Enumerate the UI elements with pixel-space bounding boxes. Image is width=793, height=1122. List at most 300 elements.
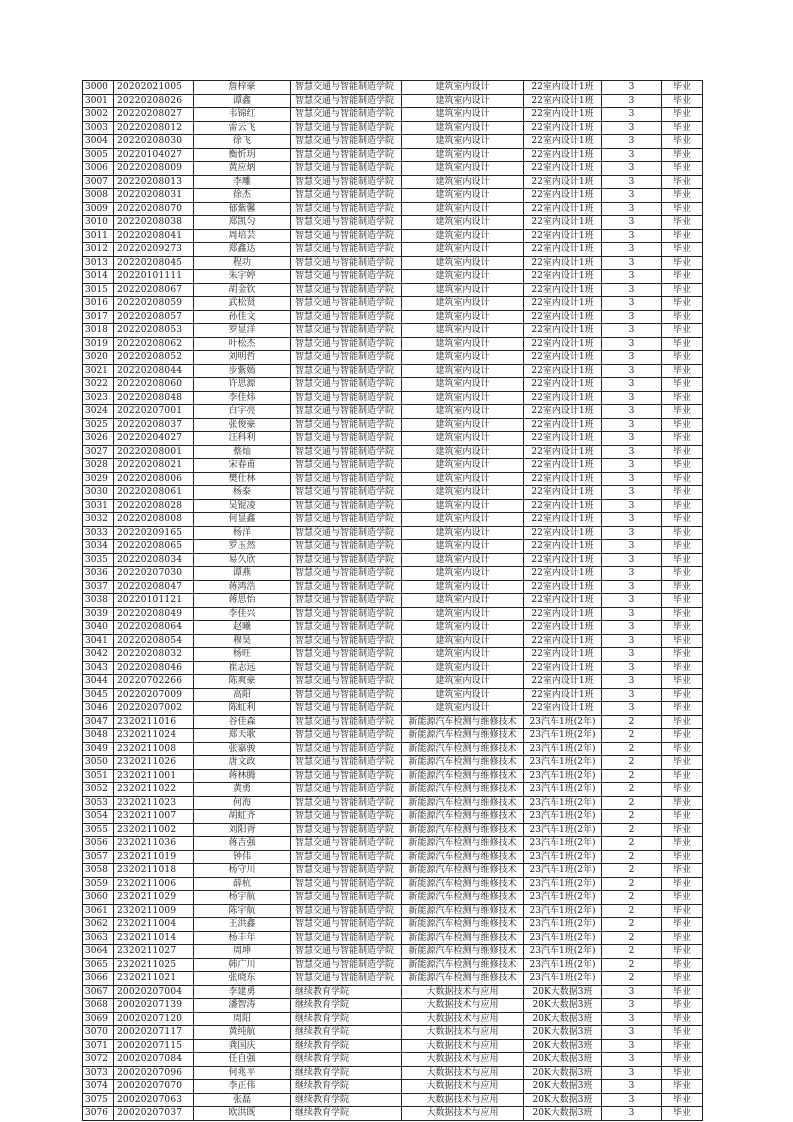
college-cell: 智慧交通与智能制造学院 — [291, 94, 402, 108]
status-cell: 毕业 — [662, 364, 703, 378]
major-cell: 建筑室内设计 — [402, 81, 524, 95]
student-name-cell: 穆昊 — [194, 634, 291, 648]
student-name-cell: 朱宇婷 — [194, 270, 291, 284]
study-years-cell: 2 — [602, 783, 662, 797]
major-cell: 大数据技术与应用 — [402, 1026, 524, 1040]
row-number-cell: 3005 — [83, 148, 114, 162]
status-cell: 毕业 — [662, 702, 703, 716]
student-id-cell: 20220208001 — [114, 445, 194, 459]
status-cell: 毕业 — [662, 283, 703, 297]
row-number-cell: 3016 — [83, 297, 114, 311]
study-years-cell: 2 — [602, 715, 662, 729]
table-row — [83, 1053, 703, 1067]
college-cell: 智慧交通与智能制造学院 — [291, 432, 402, 446]
college-cell: 智慧交通与智能制造学院 — [291, 499, 402, 513]
student-id-cell: 2320211007 — [114, 810, 194, 824]
college-cell: 智慧交通与智能制造学院 — [291, 486, 402, 500]
student-id-cell: 20220208070 — [114, 202, 194, 216]
major-cell: 大数据技术与应用 — [402, 1012, 524, 1026]
status-cell: 毕业 — [662, 108, 703, 122]
study-years-cell: 2 — [602, 904, 662, 918]
status-cell: 毕业 — [662, 540, 703, 554]
row-number-cell: 3057 — [83, 850, 114, 864]
row-number-cell: 3011 — [83, 229, 114, 243]
student-id-cell: 20220207009 — [114, 688, 194, 702]
student-id-cell: 20220208048 — [114, 391, 194, 405]
table-row — [83, 121, 703, 135]
student-id-cell: 20220208013 — [114, 175, 194, 189]
college-cell: 智慧交通与智能制造学院 — [291, 621, 402, 635]
student-name-cell: 李雕 — [194, 175, 291, 189]
student-name-cell: 何显鑫 — [194, 513, 291, 527]
class-cell: 23汽车1班(2年) — [524, 904, 602, 918]
table-row — [83, 1080, 703, 1094]
major-cell: 建筑室内设计 — [402, 310, 524, 324]
class-cell: 20K大数据3班 — [524, 1026, 602, 1040]
table-row — [83, 459, 703, 473]
row-number-cell: 3054 — [83, 810, 114, 824]
status-cell: 毕业 — [662, 1012, 703, 1026]
college-cell: 智慧交通与智能制造学院 — [291, 931, 402, 945]
row-number-cell: 3026 — [83, 432, 114, 446]
row-number-cell: 3003 — [83, 121, 114, 135]
table-row — [83, 513, 703, 527]
study-years-cell: 2 — [602, 945, 662, 959]
major-cell: 建筑室内设计 — [402, 702, 524, 716]
row-number-cell: 3033 — [83, 526, 114, 540]
row-number-cell: 3002 — [83, 108, 114, 122]
table-row — [83, 661, 703, 675]
row-number-cell: 3067 — [83, 985, 114, 999]
table-row — [83, 405, 703, 419]
student-name-cell: 任自强 — [194, 1053, 291, 1067]
study-years-cell: 2 — [602, 877, 662, 891]
study-years-cell: 3 — [602, 175, 662, 189]
college-cell: 智慧交通与智能制造学院 — [291, 580, 402, 594]
student-name-cell: 周阳 — [194, 1012, 291, 1026]
student-name-cell: 刘明哲 — [194, 351, 291, 365]
major-cell: 建筑室内设计 — [402, 580, 524, 594]
student-name-cell: 张晓东 — [194, 972, 291, 986]
class-cell: 22室内设计1班 — [524, 634, 602, 648]
class-cell: 22室内设计1班 — [524, 121, 602, 135]
class-cell: 23汽车1班(2年) — [524, 972, 602, 986]
class-cell: 23汽车1班(2年) — [524, 877, 602, 891]
status-cell: 毕业 — [662, 756, 703, 770]
student-name-cell: 谷佳森 — [194, 715, 291, 729]
class-cell: 22室内设计1班 — [524, 337, 602, 351]
row-number-cell: 3001 — [83, 94, 114, 108]
college-cell: 智慧交通与智能制造学院 — [291, 688, 402, 702]
table-row — [83, 472, 703, 486]
class-cell: 22室内设计1班 — [524, 351, 602, 365]
status-cell: 毕业 — [662, 621, 703, 635]
table-row — [83, 324, 703, 338]
study-years-cell: 3 — [602, 229, 662, 243]
table-row — [83, 823, 703, 837]
class-cell: 22室内设计1班 — [524, 499, 602, 513]
major-cell: 建筑室内设计 — [402, 445, 524, 459]
student-name-cell: 蒋林腾 — [194, 769, 291, 783]
student-name-cell: 陈爽豪 — [194, 675, 291, 689]
table-row — [83, 594, 703, 608]
class-cell: 22室内设计1班 — [524, 216, 602, 230]
status-cell: 毕业 — [662, 472, 703, 486]
row-number-cell: 3025 — [83, 418, 114, 432]
status-cell: 毕业 — [662, 742, 703, 756]
college-cell: 智慧交通与智能制造学院 — [291, 378, 402, 392]
student-id-cell: 20220208006 — [114, 472, 194, 486]
class-cell: 23汽车1班(2年) — [524, 958, 602, 972]
college-cell: 智慧交通与智能制造学院 — [291, 297, 402, 311]
row-number-cell: 3059 — [83, 877, 114, 891]
study-years-cell: 3 — [602, 594, 662, 608]
row-number-cell: 3032 — [83, 513, 114, 527]
status-cell: 毕业 — [662, 972, 703, 986]
college-cell: 智慧交通与智能制造学院 — [291, 216, 402, 230]
major-cell: 新能源汽车检测与维修技术 — [402, 904, 524, 918]
student-id-cell: 20220208041 — [114, 229, 194, 243]
college-cell: 智慧交通与智能制造学院 — [291, 675, 402, 689]
class-cell: 22室内设计1班 — [524, 364, 602, 378]
table-row — [83, 216, 703, 230]
row-number-cell: 3015 — [83, 283, 114, 297]
student-id-cell: 20220208049 — [114, 607, 194, 621]
college-cell: 智慧交通与智能制造学院 — [291, 202, 402, 216]
study-years-cell: 2 — [602, 756, 662, 770]
major-cell: 新能源汽车检测与维修技术 — [402, 769, 524, 783]
college-cell: 智慧交通与智能制造学院 — [291, 769, 402, 783]
graduate-roster-table — [82, 80, 703, 1121]
study-years-cell: 3 — [602, 297, 662, 311]
study-years-cell: 2 — [602, 769, 662, 783]
table-row — [83, 351, 703, 365]
major-cell: 新能源汽车检测与维修技术 — [402, 972, 524, 986]
class-cell: 22室内设计1班 — [524, 94, 602, 108]
student-name-cell: 白宇亮 — [194, 405, 291, 419]
status-cell: 毕业 — [662, 486, 703, 500]
class-cell: 23汽车1班(2年) — [524, 945, 602, 959]
row-number-cell: 3030 — [83, 486, 114, 500]
student-name-cell: 张俊豪 — [194, 418, 291, 432]
table-row — [83, 148, 703, 162]
row-number-cell: 3066 — [83, 972, 114, 986]
class-cell: 22室内设计1班 — [524, 553, 602, 567]
row-number-cell: 3060 — [83, 891, 114, 905]
table-row — [83, 715, 703, 729]
class-cell: 22室内设计1班 — [524, 283, 602, 297]
major-cell: 新能源汽车检测与维修技术 — [402, 891, 524, 905]
study-years-cell: 3 — [602, 445, 662, 459]
row-number-cell: 3039 — [83, 607, 114, 621]
table-row — [83, 891, 703, 905]
status-cell: 毕业 — [662, 81, 703, 95]
class-cell: 22室内设计1班 — [524, 256, 602, 270]
college-cell: 智慧交通与智能制造学院 — [291, 661, 402, 675]
major-cell: 建筑室内设计 — [402, 594, 524, 608]
major-cell: 建筑室内设计 — [402, 337, 524, 351]
class-cell: 20K大数据3班 — [524, 1053, 602, 1067]
study-years-cell: 3 — [602, 1053, 662, 1067]
study-years-cell: 3 — [602, 391, 662, 405]
major-cell: 新能源汽车检测与维修技术 — [402, 837, 524, 851]
status-cell: 毕业 — [662, 162, 703, 176]
student-name-cell: 杨洋 — [194, 526, 291, 540]
college-cell: 智慧交通与智能制造学院 — [291, 918, 402, 932]
row-number-cell: 3006 — [83, 162, 114, 176]
college-cell: 智慧交通与智能制造学院 — [291, 607, 402, 621]
major-cell: 新能源汽车检测与维修技术 — [402, 823, 524, 837]
class-cell: 22室内设计1班 — [524, 540, 602, 554]
status-cell: 毕业 — [662, 958, 703, 972]
status-cell: 毕业 — [662, 891, 703, 905]
status-cell: 毕业 — [662, 256, 703, 270]
student-id-cell: 20220208064 — [114, 621, 194, 635]
student-id-cell: 20020207084 — [114, 1053, 194, 1067]
major-cell: 建筑室内设计 — [402, 472, 524, 486]
college-cell: 智慧交通与智能制造学院 — [291, 310, 402, 324]
study-years-cell: 3 — [602, 243, 662, 257]
student-name-cell: 黄应炳 — [194, 162, 291, 176]
status-cell: 毕业 — [662, 810, 703, 824]
study-years-cell: 3 — [602, 661, 662, 675]
student-id-cell: 20220208059 — [114, 297, 194, 311]
student-id-cell: 2320211029 — [114, 891, 194, 905]
study-years-cell: 3 — [602, 540, 662, 554]
student-id-cell: 20020207115 — [114, 1039, 194, 1053]
study-years-cell: 3 — [602, 472, 662, 486]
study-years-cell: 3 — [602, 108, 662, 122]
class-cell: 22室内设计1班 — [524, 202, 602, 216]
class-cell: 22室内设计1班 — [524, 297, 602, 311]
study-years-cell: 3 — [602, 513, 662, 527]
student-id-cell: 20220208065 — [114, 540, 194, 554]
class-cell: 22室内设计1班 — [524, 648, 602, 662]
student-id-cell: 2320211019 — [114, 850, 194, 864]
student-id-cell: 20220208027 — [114, 108, 194, 122]
table-row — [83, 418, 703, 432]
table-row — [83, 391, 703, 405]
student-id-cell: 2320211027 — [114, 945, 194, 959]
student-name-cell: 蒋思怡 — [194, 594, 291, 608]
major-cell: 大数据技术与应用 — [402, 1066, 524, 1080]
major-cell: 新能源汽车检测与维修技术 — [402, 796, 524, 810]
table-row — [83, 850, 703, 864]
college-cell: 智慧交通与智能制造学院 — [291, 945, 402, 959]
study-years-cell: 2 — [602, 850, 662, 864]
student-name-cell: 程功 — [194, 256, 291, 270]
status-cell: 毕业 — [662, 675, 703, 689]
college-cell: 智慧交通与智能制造学院 — [291, 175, 402, 189]
row-number-cell: 3037 — [83, 580, 114, 594]
status-cell: 毕业 — [662, 229, 703, 243]
class-cell: 23汽车1班(2年) — [524, 864, 602, 878]
college-cell: 智慧交通与智能制造学院 — [291, 972, 402, 986]
major-cell: 建筑室内设计 — [402, 513, 524, 527]
study-years-cell: 3 — [602, 621, 662, 635]
college-cell: 智慧交通与智能制造学院 — [291, 405, 402, 419]
student-id-cell: 20220702266 — [114, 675, 194, 689]
college-cell: 继续教育学院 — [291, 1066, 402, 1080]
table-row — [83, 688, 703, 702]
status-cell: 毕业 — [662, 189, 703, 203]
class-cell: 22室内设计1班 — [524, 270, 602, 284]
major-cell: 建筑室内设计 — [402, 243, 524, 257]
study-years-cell: 3 — [602, 459, 662, 473]
student-name-cell: 谭鑫 — [194, 94, 291, 108]
student-id-cell: 20220208060 — [114, 378, 194, 392]
row-number-cell: 3070 — [83, 1026, 114, 1040]
study-years-cell: 3 — [602, 702, 662, 716]
student-name-cell: 韦锦红 — [194, 108, 291, 122]
study-years-cell: 3 — [602, 1026, 662, 1040]
major-cell: 建筑室内设计 — [402, 540, 524, 554]
table-row — [83, 175, 703, 189]
status-cell: 毕业 — [662, 1080, 703, 1094]
study-years-cell: 3 — [602, 607, 662, 621]
row-number-cell: 3010 — [83, 216, 114, 230]
class-cell: 20K大数据3班 — [524, 1107, 602, 1121]
status-cell: 毕业 — [662, 864, 703, 878]
college-cell: 智慧交通与智能制造学院 — [291, 864, 402, 878]
status-cell: 毕业 — [662, 270, 703, 284]
major-cell: 建筑室内设计 — [402, 229, 524, 243]
table-row — [83, 756, 703, 770]
class-cell: 22室内设计1班 — [524, 378, 602, 392]
student-id-cell: 2320211006 — [114, 877, 194, 891]
major-cell: 建筑室内设计 — [402, 526, 524, 540]
college-cell: 继续教育学院 — [291, 985, 402, 999]
study-years-cell: 3 — [602, 216, 662, 230]
college-cell: 智慧交通与智能制造学院 — [291, 351, 402, 365]
study-years-cell: 3 — [602, 405, 662, 419]
status-cell: 毕业 — [662, 297, 703, 311]
class-cell: 23汽车1班(2年) — [524, 891, 602, 905]
student-name-cell: 黄勇 — [194, 783, 291, 797]
status-cell: 毕业 — [662, 337, 703, 351]
class-cell: 22室内设计1班 — [524, 229, 602, 243]
study-years-cell: 3 — [602, 189, 662, 203]
row-number-cell: 3056 — [83, 837, 114, 851]
college-cell: 继续教育学院 — [291, 1080, 402, 1094]
row-number-cell: 3052 — [83, 783, 114, 797]
row-number-cell: 3062 — [83, 918, 114, 932]
class-cell: 22室内设计1班 — [524, 391, 602, 405]
student-name-cell: 许思源 — [194, 378, 291, 392]
college-cell: 智慧交通与智能制造学院 — [291, 162, 402, 176]
college-cell: 继续教育学院 — [291, 999, 402, 1013]
table-row — [83, 364, 703, 378]
table-row — [83, 999, 703, 1013]
status-cell: 毕业 — [662, 445, 703, 459]
major-cell: 新能源汽车检测与维修技术 — [402, 742, 524, 756]
row-number-cell: 3046 — [83, 702, 114, 716]
major-cell: 建筑室内设计 — [402, 135, 524, 149]
row-number-cell: 3017 — [83, 310, 114, 324]
major-cell: 建筑室内设计 — [402, 405, 524, 419]
study-years-cell: 3 — [602, 499, 662, 513]
student-id-cell: 2320211009 — [114, 904, 194, 918]
college-cell: 智慧交通与智能制造学院 — [291, 270, 402, 284]
student-id-cell: 2320211023 — [114, 796, 194, 810]
row-number-cell: 3018 — [83, 324, 114, 338]
college-cell: 智慧交通与智能制造学院 — [291, 648, 402, 662]
student-id-cell: 20020207120 — [114, 1012, 194, 1026]
student-id-cell: 20220208032 — [114, 648, 194, 662]
student-name-cell: 胡虹齐 — [194, 810, 291, 824]
table-row — [83, 108, 703, 122]
major-cell: 建筑室内设计 — [402, 634, 524, 648]
college-cell: 智慧交通与智能制造学院 — [291, 229, 402, 243]
row-number-cell: 3007 — [83, 175, 114, 189]
major-cell: 大数据技术与应用 — [402, 1093, 524, 1107]
college-cell: 智慧交通与智能制造学院 — [291, 364, 402, 378]
status-cell: 毕业 — [662, 1107, 703, 1121]
study-years-cell: 2 — [602, 891, 662, 905]
row-number-cell: 3013 — [83, 256, 114, 270]
study-years-cell: 3 — [602, 121, 662, 135]
status-cell: 毕业 — [662, 324, 703, 338]
status-cell: 毕业 — [662, 796, 703, 810]
major-cell: 建筑室内设计 — [402, 391, 524, 405]
college-cell: 智慧交通与智能制造学院 — [291, 756, 402, 770]
graduate-roster-sheet — [82, 80, 702, 1121]
status-cell: 毕业 — [662, 391, 703, 405]
study-years-cell: 3 — [602, 135, 662, 149]
student-id-cell: 20020207139 — [114, 999, 194, 1013]
major-cell: 建筑室内设计 — [402, 283, 524, 297]
college-cell: 智慧交通与智能制造学院 — [291, 850, 402, 864]
row-number-cell: 3019 — [83, 337, 114, 351]
student-name-cell: 黄纯航 — [194, 1026, 291, 1040]
student-id-cell: 20220208044 — [114, 364, 194, 378]
major-cell: 新能源汽车检测与维修技术 — [402, 918, 524, 932]
student-name-cell: 赵曦 — [194, 621, 291, 635]
status-cell: 毕业 — [662, 175, 703, 189]
major-cell: 建筑室内设计 — [402, 202, 524, 216]
class-cell: 22室内设计1班 — [524, 135, 602, 149]
table-row — [83, 918, 703, 932]
student-name-cell: 蒋吉强 — [194, 837, 291, 851]
row-number-cell: 3012 — [83, 243, 114, 257]
class-cell: 23汽车1班(2年) — [524, 796, 602, 810]
row-number-cell: 3064 — [83, 945, 114, 959]
college-cell: 智慧交通与智能制造学院 — [291, 567, 402, 581]
row-number-cell: 3004 — [83, 135, 114, 149]
student-id-cell: 2320211036 — [114, 837, 194, 851]
study-years-cell: 3 — [602, 256, 662, 270]
student-name-cell: 郑鑫达 — [194, 243, 291, 257]
student-name-cell: 李佳炜 — [194, 391, 291, 405]
class-cell: 22室内设计1班 — [524, 472, 602, 486]
class-cell: 22室内设计1班 — [524, 175, 602, 189]
student-id-cell: 20220208037 — [114, 418, 194, 432]
student-name-cell: 王洪鑫 — [194, 918, 291, 932]
table-row — [83, 189, 703, 203]
row-number-cell: 3069 — [83, 1012, 114, 1026]
college-cell: 智慧交通与智能制造学院 — [291, 958, 402, 972]
row-number-cell: 3043 — [83, 661, 114, 675]
class-cell: 22室内设计1班 — [524, 445, 602, 459]
study-years-cell: 2 — [602, 972, 662, 986]
status-cell: 毕业 — [662, 715, 703, 729]
student-id-cell: 20220207002 — [114, 702, 194, 716]
study-years-cell: 3 — [602, 270, 662, 284]
major-cell: 大数据技术与应用 — [402, 999, 524, 1013]
row-number-cell: 3022 — [83, 378, 114, 392]
study-years-cell: 3 — [602, 688, 662, 702]
table-row — [83, 904, 703, 918]
